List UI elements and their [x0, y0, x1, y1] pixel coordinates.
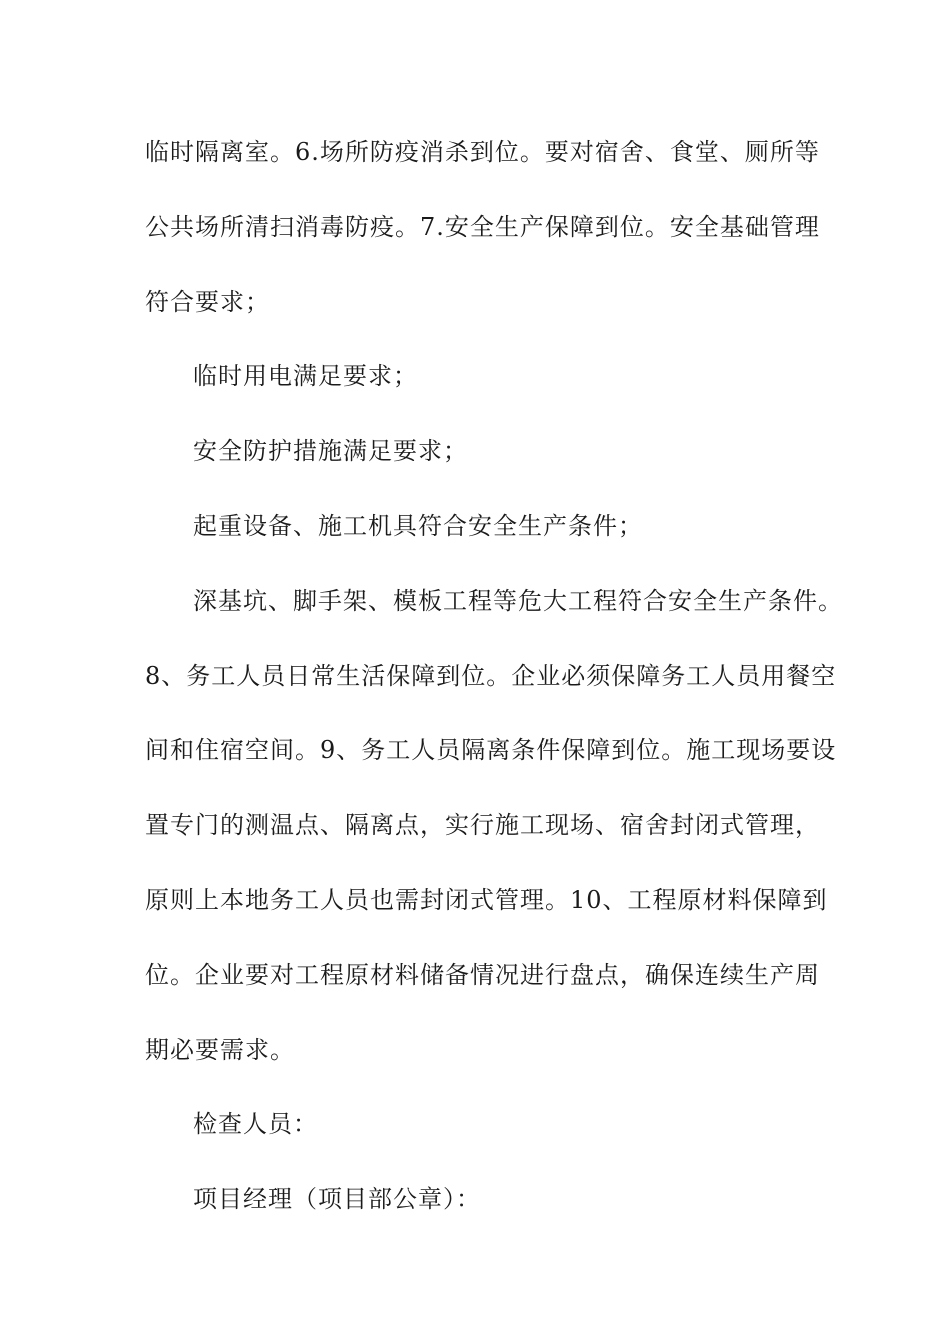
paragraph-line: 临时用电满足要求； — [193, 362, 418, 391]
paragraph-line: 原则上本地务工人员也需封闭式管理。10、工程原材料保障到 — [145, 885, 828, 914]
paragraph-line: 安全防护措施满足要求； — [193, 437, 468, 466]
paragraph-line: 位。企业要对工程原材料储备情况进行盘点，确保连续生产周 — [145, 960, 820, 989]
document-body — [145, 128, 843, 1250]
paragraph-line: 置专门的测温点、隔离点，实行施工现场、宿舍封闭式管理， — [145, 811, 820, 840]
paragraph-line: 间和住宿空间。9、务工人员隔离条件保障到位。施工现场要设 — [145, 736, 837, 765]
paragraph-line: 临时隔离室。6.场所防疫消杀到位。要对宿舍、食堂、厕所等 — [145, 138, 820, 166]
paragraph-line: 公共场所清扫消毒防疫。7.安全生产保障到位。安全基础管理 — [145, 212, 820, 241]
paragraph-line: 深基坑、脚手架、模板工程等危大工程符合安全生产条件。 — [193, 586, 843, 615]
paragraph-line: 期必要需求。 — [145, 1035, 295, 1064]
paragraph-line: 符合要求； — [145, 287, 270, 316]
project-manager-label: 项目经理（项目部公章）： — [193, 1185, 481, 1214]
inspector-label: 检查人员： — [193, 1110, 318, 1139]
paragraph-line: 8、务工人员日常生活保障到位。企业必须保障务工人员用餐空 — [145, 661, 837, 690]
paragraph-line: 起重设备、施工机具符合安全生产条件； — [193, 511, 643, 540]
